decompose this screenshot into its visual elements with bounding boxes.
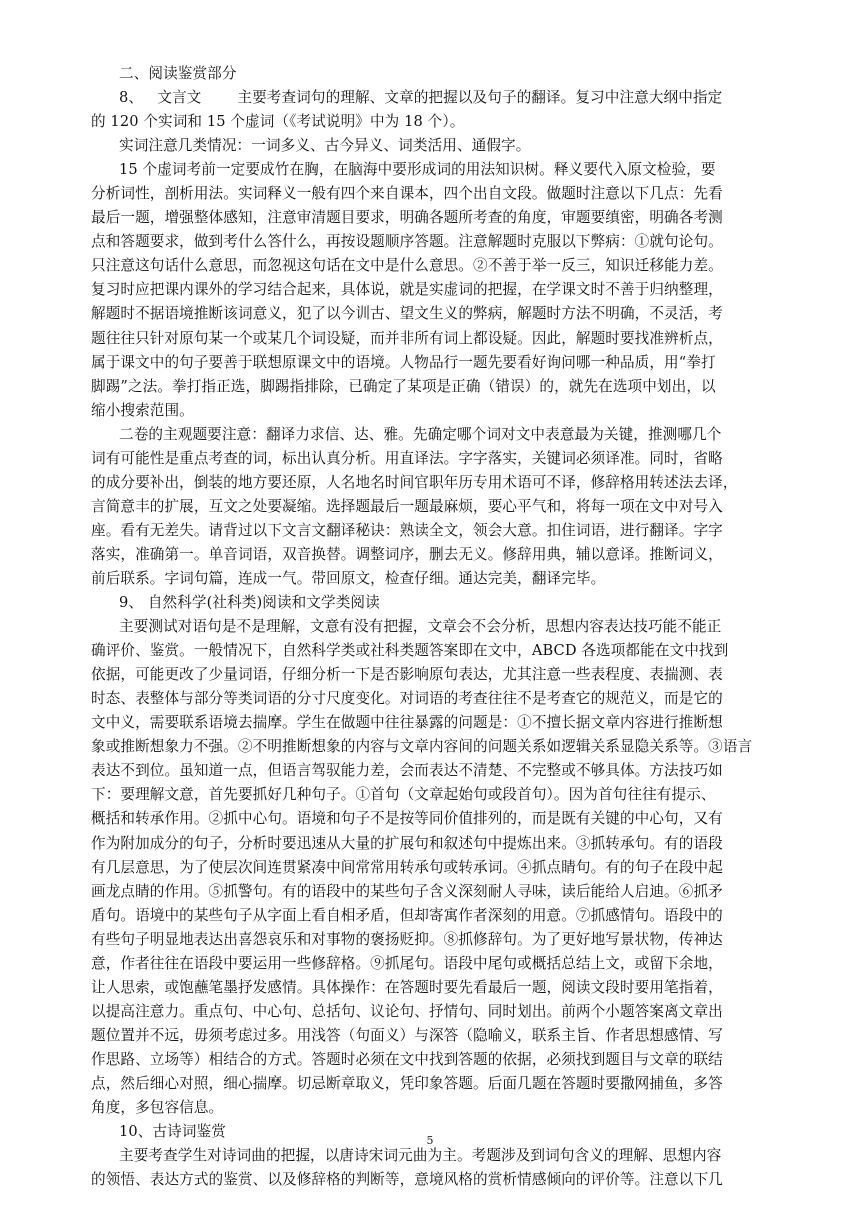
- text-line: 前后联系。字词句篇，连成一气。带回原文，检查仔细。通达完美，翻译完毕。: [91, 569, 606, 587]
- text-line: 有些句子明显地表达出喜怨哀乐和对事物的褒扬贬抑。⑧抓修辞句。为了更好地写景状物，传神达: [91, 930, 723, 948]
- text-line: 象或推断想象力不强。②不明推断想象的内容与文章内容间的问题关系如逻辑关系显隐关系等。③语言: [91, 738, 753, 756]
- section-8-line: [91, 86, 777, 110]
- text-line: 题往往只针对原句某一个或某几个词设疑，而并非所有词上都设疑。因此，解题时要找准辨析点，: [91, 329, 723, 347]
- text-line: 时态、表整体与部分等类词语的分寸尺度变化。对词语的考查往往不是考查它的规范义，而是它的: [91, 690, 723, 708]
- section-8-title: 文言文: [157, 89, 202, 107]
- text-line: 依据，可能更改了少量词语，仔细分析一下是否影响原句表达，尤其注意一些表程度、表揣测、表: [91, 666, 723, 684]
- text-line: 座。看有无差失。请背过以下文言文翻译秘诀：熟读全文，领会大意。扣住词语，进行翻译。字字: [91, 521, 723, 539]
- document-body: [91, 62, 777, 1192]
- text-line: 下：要理解文意，首先要抓好几种句子。①首句（文章起始句或段首句）。因为首句往往有提示、: [91, 786, 716, 804]
- text-line: 解题时不据语境推断该词意义，犯了以今训古、望文生义的弊病，解题时方法不明确，不灵活，考: [91, 305, 723, 323]
- text-line: 的领悟、表达方式的鉴赏、以及修辞格的判断等，意境风格的赏析情感倾向的评价等。注意以下几: [91, 1171, 723, 1189]
- section-8-number: 8、: [119, 89, 144, 107]
- text-line: 属于课文中的句子要善于联想原课文中的语境。人物品行一题先要看好询问哪一种品质，用“拳打: [91, 353, 716, 371]
- paragraph-start: 二卷的主观题要注意：翻译力求信、达、雅。先确定哪个词对文中表意最为关键，推测哪几个: [119, 425, 722, 443]
- page-number: 5: [426, 1134, 434, 1147]
- text-line: 文中义，需要联系语境去揣摩。学生在做题中往往暴露的问题是：①不擅长据文章内容进行推断想: [91, 714, 723, 732]
- text-line: 词有可能性是重点考查的词，标出认真分析。用直译法。字字落实，关键词必须译准。同时，省略: [91, 449, 723, 467]
- text-line: 表达不到位。虽知道一点，但语言驾驭能力差，会而表达不清楚、不完整或不够具体。方法技巧如: [91, 762, 723, 780]
- paragraph-start: 主要考查学生对诗词曲的把握，以唐诗宋词元曲为主。考题涉及到词句含义的理解、思想内容: [119, 1147, 722, 1165]
- text-line: 的 120 个实词和 15 个虚词（《考试说明》中为 18 个）。: [91, 113, 465, 131]
- paragraph-start: 主要测试对语句是不是理解，文意有没有把握，文章会不会分析，思想内容表达技巧能不能正: [119, 618, 722, 636]
- text-line: 缩小搜索范围。: [91, 401, 194, 419]
- text-line: 意，作者往往在语段中要运用一些修辞格。⑨抓尾句。语段中尾句或概括总结上文，或留下余地，: [91, 954, 723, 972]
- text-line: 让人思索，或饱蘸笔墨抒发感情。具体操作：在答题时要先看最后一题，阅读文段时要用笔指着，: [91, 978, 723, 996]
- text-line: 角度，多包容信息。: [91, 1099, 224, 1117]
- text-line: 概括和转承作用。②抓中心句。语境和句子不是按等同价值排列的，而是既有关键的中心句，又有: [91, 810, 723, 828]
- section-10-heading: 10、古诗词鉴赏: [119, 1123, 226, 1141]
- text-line: 有几层意思，为了使层次间连贯紧凑中间常常用转承句或转承词。④抓点睛句。有的句子在段中起: [91, 858, 723, 876]
- text-line: 最后一题，增强整体感知，注意审清题目要求，明确各题所考查的角度，审题要缜密，明确各考测: [91, 209, 723, 227]
- text-line: 言简意丰的扩展，互文之处要凝缩。选择题最后一题最麻烦，要心平气和，将每一项在文中对号入: [91, 497, 723, 515]
- section-8-intro: 主要考查词句的理解、文章的把握以及句子的翻译。复习中注意大纲中指定: [237, 89, 723, 107]
- text-line: 以提高注意力。重点句、中心句、总括句、议论句、抒情句、同时划出。前两个小题答案离文章出: [91, 1002, 723, 1020]
- section-heading: 二、阅读鉴赏部分: [119, 65, 237, 82]
- text-line: 画龙点睛的作用。⑤抓警句。有的语段中的某些句子含义深刻耐人寻味，读后能给人启迪。⑥抓矛: [91, 882, 723, 900]
- text-line: 分析词性，剖析用法。实词释义一般有四个来自课本，四个出自文段。做题时注意以下几点：先看: [91, 185, 723, 203]
- text-line: 的成分要补出，倒装的地方要还原，人名地名时间官职年历专用术语可不译，修辞格用转述法去译，: [91, 473, 738, 491]
- text-line: 复习时应把课内课外的学习结合起来，具体说，就是实虚词的把握，在学课文时不善于归纳整理，: [91, 281, 723, 299]
- text-line: 点和答题要求，做到考什么答什么，再按设题顺序答题。注意解题时克服以下弊病：①就句论句。: [91, 233, 723, 251]
- section-9-heading: 9、 自然科学(社科类)阅读和文学类阅读: [119, 594, 380, 612]
- text-line: 只注意这句话什么意思，而忽视这句话在文中是什么意思。②不善于举一反三，知识迁移能力差。: [91, 257, 723, 275]
- text-line: 盾句。语境中的某些句子从字面上看自相矛盾，但却寄寓作者深刻的用意。⑦抓感情句。语段中的: [91, 906, 723, 924]
- text-line: 点，然后细心对照，细心揣摩。切忌断章取义，凭印象答题。后面几题在答题时要撒网捕鱼，多答: [91, 1074, 723, 1092]
- text-line: 作为附加成分的句子，分析时要迅速从大量的扩展句和叙述句中提炼出来。③抓转承句。有的语段: [91, 834, 723, 852]
- text-line: 脚踢”之法。拳打指正选，脚踢指排除，已确定了某项是正确（错误）的，就先在选项中划出，以: [91, 377, 716, 395]
- text-line: 落实，准确第一。单音词语，双音换替。调整词序，删去无义。修辞用典，辅以意译。推断词义，: [91, 545, 723, 563]
- paragraph-start: 15 个虚词考前一定要成竹在胸，在脑海中要形成词的用法知识树。释义要代入原文检验，要: [119, 161, 716, 179]
- text-line: 确评价、鉴赏。一般情况下，自然科学类或社科类题答案即在文中，ABCD 各选项都能在文中找到: [91, 642, 729, 660]
- text-line: 题位置并不远，毋须考虑过多。用浅答（句面义）与深答（隐喻义，联系主旨、作者思想感情、写: [91, 1026, 723, 1044]
- paragraph-start: 实词注意几类情况：一词多义、古今异义、词类活用、通假字。: [119, 137, 531, 155]
- text-line: 作思路、立场等）相结合的方式。答题时必须在文中找到答题的依据，必须找到题目与文章的联结: [91, 1050, 723, 1068]
